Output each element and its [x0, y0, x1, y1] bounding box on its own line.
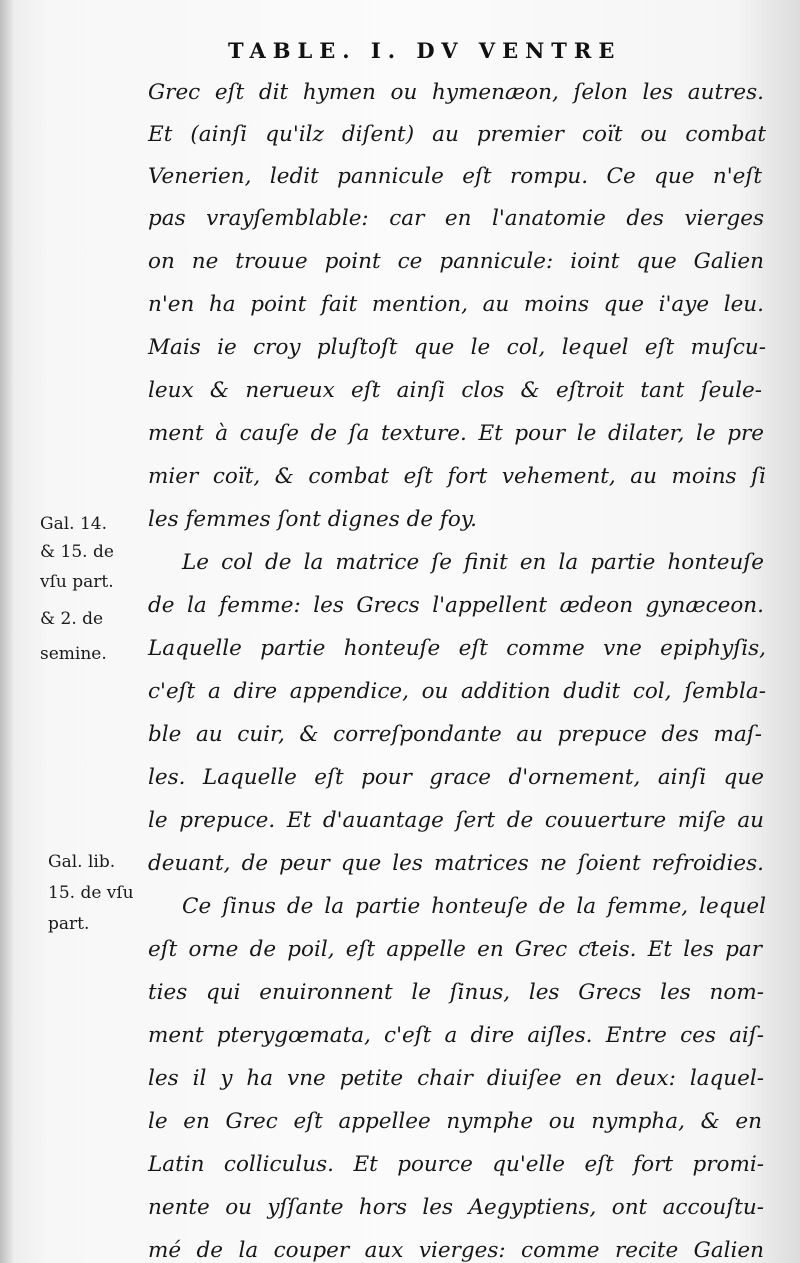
text-line: Mais ie croy pluſtoſt que le col, lequel eſt muſcu- — [148, 335, 766, 360]
running-head: TABLE. I. DV VENTRE — [228, 38, 622, 63]
margin-note-line: part. — [48, 914, 90, 934]
text-line: leux & nerueux eſt ainſi clos & eſtroit tant ſeule- — [148, 378, 762, 403]
text-line: les femmes ſont dignes de foy. — [148, 507, 477, 532]
text-line: Grec eſt dit hymen ou hymenæon, ſelon les autres. — [148, 80, 764, 105]
text-line: pas vrayſemblable: car en l'anatomie des vierges — [148, 206, 764, 231]
text-line: nente ou yſſante hors les Aegyptiens, ont accouſtu- — [148, 1195, 764, 1220]
text-line: mier coït, & combat eſt fort vehement, au moins ſi — [148, 464, 766, 489]
text-line: mé de la couper aux vierges: comme recite Galien — [148, 1238, 764, 1263]
margin-note-line: vſu part. — [40, 572, 114, 592]
text-line: on ne trouue point ce pannicule: ioint que Galien — [148, 249, 764, 274]
text-line: Laquelle partie honteuſe eſt comme vne epiphyſis, — [148, 636, 766, 661]
margin-note-line: & 2. de — [40, 609, 104, 629]
text-line: c'eſt a dire appendice, ou addition dudit col, ſembla- — [148, 679, 766, 704]
margin-note-line: Gal. 14. — [40, 514, 107, 534]
text-line: Le col de la matrice ſe finit en la partie honteuſe — [182, 550, 764, 575]
text-line: le prepuce. Et d'auantage ſert de couuerture miſe au — [148, 808, 764, 833]
text-line: les. Laquelle eſt pour grace d'ornement, ainſi que — [148, 765, 764, 790]
text-line: ment à cauſe de ſa texture. Et pour le dilater, le pre — [148, 421, 764, 446]
margin-note-line: 15. de vſu — [48, 883, 134, 903]
text-line: Latin colliculus. Et pource qu'elle eſt fort promi- — [148, 1152, 764, 1177]
text-line: deuant, de peur que les matrices ne ſoient refroidies. — [148, 851, 764, 876]
text-line: Venerien, ledit pannicule eſt rompu. Ce que n'eſt — [148, 164, 762, 189]
text-line: de la femme: les Grecs l'appellent ædeon gynæceon. — [148, 593, 764, 618]
text-line: eſt orne de poil, eſt appelle en Grec ƈteis. Et les par — [148, 937, 762, 962]
text-line: Et (ainſi qu'ilz diſent) au premier coït ou combat — [148, 122, 766, 147]
text-line: les il y ha vne petite chair diuiſee en deux: laquel- — [148, 1066, 764, 1091]
text-line: ties qui enuironnent le ſinus, les Grecs les nom- — [148, 980, 764, 1005]
margin-note-line: semine. — [40, 644, 107, 664]
text-line: Ce ſinus de la partie honteuſe de la femme, lequel — [182, 894, 766, 919]
binding-shadow — [0, 0, 14, 1263]
margin-note-line: Gal. lib. — [48, 852, 116, 872]
text-line: le en Grec eſt appellee nymphe ou nympha, & en — [148, 1109, 762, 1134]
text-line: n'en ha point fait mention, au moins que i'aye leu. — [148, 292, 764, 317]
text-line: ble au cuir, & correſpondante au prepuce des maſ- — [148, 722, 762, 747]
margin-note-line: & 15. de — [40, 542, 114, 562]
text-line: ment pterygœmata, c'eſt a dire aiſles. Entre ces aiſ- — [148, 1023, 764, 1048]
